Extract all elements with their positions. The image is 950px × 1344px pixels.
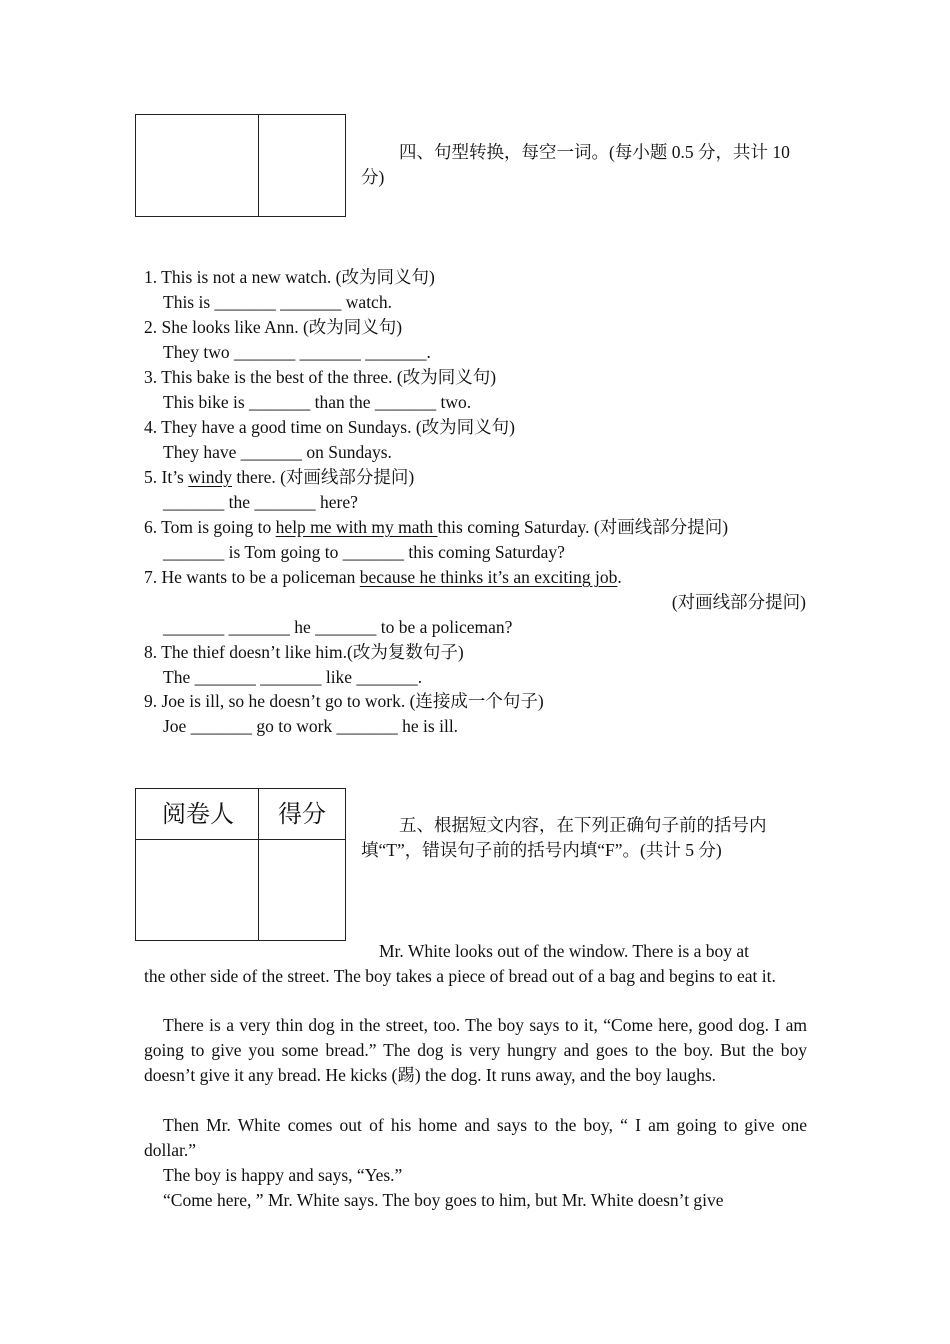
q2: 2. She looks like Ann. (改为同义句) <box>144 317 403 337</box>
q5-post: there. (对画线部分提问) <box>232 467 415 487</box>
q9-answer: Joe _______ go to work _______ he is ill. <box>163 716 459 736</box>
q4-answer: They have _______ on Sundays. <box>163 442 392 462</box>
q5-underlined: windy <box>188 467 232 487</box>
passage-p5: “Come here, ” Mr. White says. The boy goes to him, but Mr. White doesn’t give <box>163 1190 724 1210</box>
q5-answer: _______ the _______ here? <box>163 492 358 512</box>
q6 <box>144 515 728 539</box>
q6-underlined: help me with my math <box>275 517 438 537</box>
score-box-divider <box>258 114 259 217</box>
q5-pre: 5. It’s <box>144 467 189 487</box>
score-box-section4 <box>135 114 346 217</box>
passage-first-line: Mr. White looks out of the window. There is a boy at <box>379 941 750 961</box>
section5-title: 五、根据短文内容，在下列正确句子前的括号内填“T”，错误句子前的括号内填“F”。(共计 5 分) <box>361 815 767 860</box>
q8-answer: The _______ _______ like _______. <box>163 667 423 687</box>
q7-pre: 7. He wants to be a policeman <box>144 567 360 587</box>
q6-pre: 6. Tom is going to <box>144 517 276 537</box>
score-label: 得分 <box>278 800 326 828</box>
q9: 9. Joe is ill, so he doesn’t go to work. (连接成一个句子) <box>144 691 544 711</box>
grader-label: 阅卷人 <box>162 800 234 828</box>
passage-p4: The boy is happy and says, “Yes.” <box>163 1165 403 1185</box>
q7 <box>144 565 622 589</box>
passage-p2: There is a very thin dog in the street, too. The boy says to it, “Come here, good dog. I am going to give you some bread.” The dog is very hungry and goes to the boy. But the boy doesn’t give it any bread. He kicks (踢) the dog. It runs away, and the boy laughs. <box>144 1015 807 1085</box>
score-box-divider-v <box>258 788 259 941</box>
score-box-divider-h <box>135 839 346 840</box>
q3: 3. This bake is the best of the three. (改为同义句) <box>144 367 497 387</box>
q7-post: . <box>617 567 622 587</box>
q4: 4. They have a good time on Sundays. (改为同义句) <box>144 417 516 437</box>
q3-answer: This bike is _______ than the _______ two. <box>163 392 472 412</box>
q1: 1. This is not a new watch. (改为同义句) <box>144 267 435 287</box>
passage-p1: the other side of the street. The boy takes a piece of bread out of a bag and begins to eat it. <box>144 966 776 986</box>
section4-title: 四、句型转换，每空一词。(每小题 0.5 分，共计 10 分) <box>361 142 790 187</box>
q5 <box>144 465 414 489</box>
q1-answer: This is _______ _______ watch. <box>163 292 392 312</box>
q2-answer: They two _______ _______ _______. <box>163 342 431 362</box>
q7-answer: _______ _______ he _______ to be a policeman? <box>163 617 513 637</box>
q6-post: this coming Saturday. (对画线部分提问) <box>437 517 729 537</box>
q8: 8. The thief doesn’t like him.(改为复数句子) <box>144 642 464 662</box>
passage-p3: Then Mr. White comes out of his home and says to the boy, “ I am going to give one dollar.” <box>144 1115 807 1160</box>
q7-note: (对画线部分提问) <box>671 592 806 612</box>
q7-underlined: because he thinks it’s an exciting job <box>359 567 618 587</box>
q6-answer: _______ is Tom going to _______ this coming Saturday? <box>163 542 565 562</box>
